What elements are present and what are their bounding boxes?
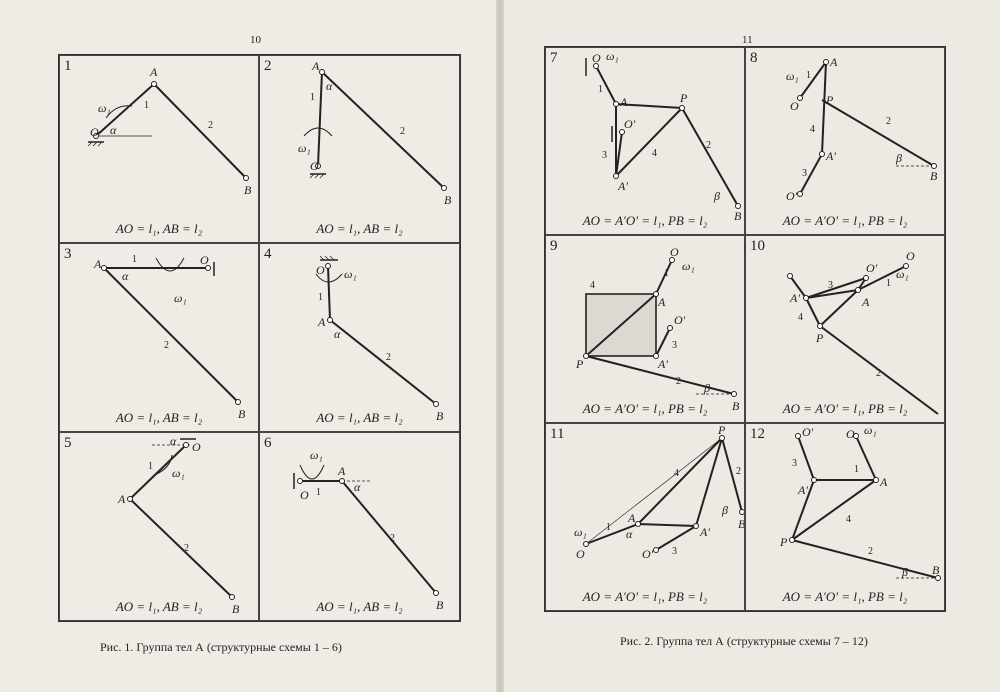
label-link-4: 4 [846, 514, 851, 525]
label-omega: ω₁ [896, 267, 909, 281]
label-alpha: α [110, 123, 117, 137]
scheme-formula: AO = A′O′ = l₁, PB = l₂ [582, 401, 708, 416]
label-alpha: α [354, 480, 361, 494]
label-link-3: 3 [828, 280, 833, 291]
scheme-number: 3 [64, 246, 72, 262]
label-A-prime: A′ [618, 179, 628, 193]
scheme-diagram [746, 424, 945, 611]
label-A: A [118, 492, 126, 506]
label-link-3: 3 [672, 340, 677, 351]
label-A: A [658, 295, 666, 309]
scheme-formula: AO = A′O′ = l₁, PB = l₂ [782, 213, 908, 228]
label-link-3: 3 [672, 546, 677, 557]
label-O: O [670, 245, 679, 259]
page-number: 10 [250, 34, 261, 46]
book-gutter [496, 0, 504, 692]
left-page [0, 0, 496, 692]
scheme-number: 4 [264, 246, 272, 262]
scheme-diagram [546, 236, 745, 423]
label-A: A [318, 315, 326, 329]
label-link-1: 1 [144, 100, 149, 111]
label-B: B [444, 193, 452, 207]
label-beta: β [714, 189, 720, 203]
scheme-cell-11 [545, 423, 745, 611]
label-B: B [232, 602, 240, 616]
label-link-1: 1 [132, 254, 137, 265]
label-beta: β [704, 381, 710, 395]
scheme-number: 10 [750, 238, 765, 254]
label-alpha: α [170, 434, 177, 448]
label-O-prime: O′ [866, 261, 878, 275]
scheme-diagram [260, 56, 460, 243]
scheme-diagram [60, 433, 259, 621]
scheme-diagram [546, 424, 745, 611]
scheme-diagram [546, 48, 745, 235]
scheme-diagram [746, 236, 945, 423]
label-O-prime: O′ [642, 547, 654, 561]
label-link-1: 1 [598, 84, 603, 95]
label-link-4: 4 [590, 280, 595, 291]
label-O-prime: O′ [802, 425, 814, 439]
label-O: O [576, 547, 585, 561]
label-B: B [436, 598, 444, 612]
scheme-number: 8 [750, 50, 758, 66]
label-B: B [932, 563, 940, 577]
label-link-1: 1 [886, 278, 891, 289]
scheme-cell-8 [745, 47, 945, 235]
label-omega: ω₁ [174, 291, 187, 305]
scheme-number: 6 [264, 435, 272, 451]
label-link-2: 2 [400, 126, 405, 137]
scheme-formula: AO = l₁, AB = l₂ [115, 599, 203, 614]
scheme-diagram [60, 56, 259, 243]
label-omega: ω₁ [682, 259, 695, 273]
scheme-number: 11 [550, 426, 565, 442]
label-link-3: 3 [792, 458, 797, 469]
label-link-2: 2 [386, 352, 391, 363]
label-link-2: 2 [184, 543, 189, 554]
label-B: B [930, 169, 938, 183]
scheme-number: 5 [64, 435, 72, 451]
scheme-cell-7 [545, 47, 745, 235]
scheme-grid [544, 46, 946, 612]
label-A: A [150, 65, 158, 79]
label-O: O [790, 99, 799, 113]
label-O-prime: O′ [674, 313, 686, 327]
label-alpha: α [326, 79, 333, 93]
label-B: B [244, 183, 252, 197]
label-A: A [620, 95, 628, 109]
label-beta: β [896, 151, 902, 165]
label-A: A [830, 55, 838, 69]
label-A: A [312, 59, 320, 73]
label-link-2: 2 [886, 116, 891, 127]
label-B: B [738, 517, 746, 531]
scheme-formula: AO = A′O′ = l₁, PB = l₂ [582, 213, 708, 228]
label-alpha: α [626, 527, 633, 541]
label-link-4: 4 [674, 468, 679, 479]
label-link-2: 2 [876, 368, 881, 379]
label-O: O [90, 125, 99, 139]
label-link-2: 2 [706, 140, 711, 151]
scheme-formula: AO = A′O′ = l₁, PB = l₂ [782, 589, 908, 604]
label-O-prime: O′ [786, 189, 798, 203]
label-A-prime: A′ [790, 291, 800, 305]
scheme-cell-12 [745, 423, 945, 611]
label-B: B [238, 407, 246, 421]
label-A: A [880, 475, 888, 489]
label-O: O [310, 159, 319, 173]
label-O: O [200, 253, 209, 267]
label-B: B [734, 209, 742, 223]
label-P: P [576, 357, 584, 371]
label-O: O [300, 488, 309, 502]
label-O: O [316, 263, 325, 277]
scheme-formula: AO = l₁, AB = l₂ [316, 221, 403, 236]
label-O-prime: O′ [624, 117, 636, 131]
label-link-4: 4 [652, 148, 657, 159]
label-beta: β [902, 565, 908, 579]
label-link-1: 1 [664, 268, 669, 279]
label-A: A [628, 511, 636, 525]
label-link-2: 2 [164, 340, 169, 351]
label-link-1: 1 [854, 464, 859, 475]
scheme-cell-9 [545, 235, 745, 423]
label-P: P [780, 535, 788, 549]
label-link-2: 2 [736, 466, 741, 477]
scheme-cell-1 [59, 55, 259, 243]
scheme-diagram [260, 244, 460, 432]
scheme-formula: AO = l₁, AB = l₂ [115, 410, 203, 425]
scheme-grid [58, 54, 461, 622]
scheme-diagram [746, 48, 945, 235]
scheme-number: 12 [750, 426, 765, 442]
label-omega: ω₁ [344, 267, 357, 281]
label-link-4: 4 [810, 124, 815, 135]
scheme-cell-3 [59, 243, 259, 432]
label-link-1: 1 [606, 522, 611, 533]
label-alpha: α [122, 269, 129, 283]
label-O: O [592, 51, 601, 65]
label-P: P [680, 91, 688, 105]
label-O: O [906, 249, 915, 263]
label-O: O [846, 427, 855, 441]
label-omega: ω₁ [310, 448, 323, 462]
label-link-2: 2 [390, 533, 395, 544]
scheme-number: 7 [550, 50, 558, 66]
label-beta: β [722, 503, 728, 517]
label-A: A [338, 464, 346, 478]
label-omega: ω₁ [298, 141, 311, 155]
label-link-3: 3 [802, 168, 807, 179]
label-omega: ω₁ [864, 424, 877, 437]
label-A-prime: A′ [798, 483, 808, 497]
label-P: P [816, 331, 824, 345]
label-A: A [862, 295, 870, 309]
label-link-1: 1 [148, 461, 153, 472]
scheme-formula: AO = A′O′ = l₁, PB = l₂ [782, 401, 908, 416]
figure-caption: Рис. 1. Группа тел А (структурные схемы 1 – 6) [100, 640, 342, 654]
scheme-cell-6 [259, 432, 460, 621]
scheme-cell-10 [745, 235, 945, 423]
right-page [504, 0, 1000, 692]
scheme-formula: AO = l₁, AB = l₂ [316, 599, 403, 614]
label-O: O [192, 440, 201, 454]
label-omega: ω₁ [98, 101, 111, 115]
label-alpha: α [334, 327, 341, 341]
label-link-1: 1 [318, 292, 323, 303]
label-link-1: 1 [316, 487, 321, 498]
scheme-cell-5 [59, 432, 259, 621]
scheme-number: 1 [64, 58, 72, 74]
scheme-number: 2 [264, 58, 272, 74]
label-link-3: 3 [602, 150, 607, 161]
label-A: A [94, 257, 102, 271]
label-omega: ω₁ [606, 49, 619, 63]
label-omega: ω₁ [574, 525, 587, 539]
scheme-formula: AO = l₁, AB = l₂ [316, 410, 403, 425]
label-link-4: 4 [798, 312, 803, 323]
label-link-2: 2 [208, 120, 213, 131]
label-A-prime: A′ [658, 357, 668, 371]
label-omega: ω₁ [172, 466, 185, 480]
scheme-formula: AO = l₁, AB = l₂ [115, 221, 203, 236]
label-A-prime: A′ [700, 525, 710, 539]
label-B: B [732, 399, 740, 413]
scheme-number: 9 [550, 238, 558, 254]
label-omega: ω₁ [786, 69, 799, 83]
scheme-diagram [60, 244, 259, 432]
label-P: P [718, 424, 726, 437]
label-link-2: 2 [868, 546, 873, 557]
label-B: B [436, 409, 444, 423]
page-number: 11 [742, 34, 753, 46]
label-P: P [826, 93, 834, 107]
scheme-formula: AO = A′O′ = l₁, PB = l₂ [582, 589, 708, 604]
scheme-cell-2 [259, 55, 460, 243]
scheme-diagram [260, 433, 460, 621]
label-link-2: 2 [676, 376, 681, 387]
label-link-1: 1 [806, 70, 811, 81]
label-link-1: 1 [310, 92, 315, 103]
label-A-prime: A′ [826, 149, 836, 163]
figure-caption: Рис. 2. Группа тел А (структурные схемы 7 – 12) [620, 634, 868, 648]
scheme-cell-4 [259, 243, 460, 432]
